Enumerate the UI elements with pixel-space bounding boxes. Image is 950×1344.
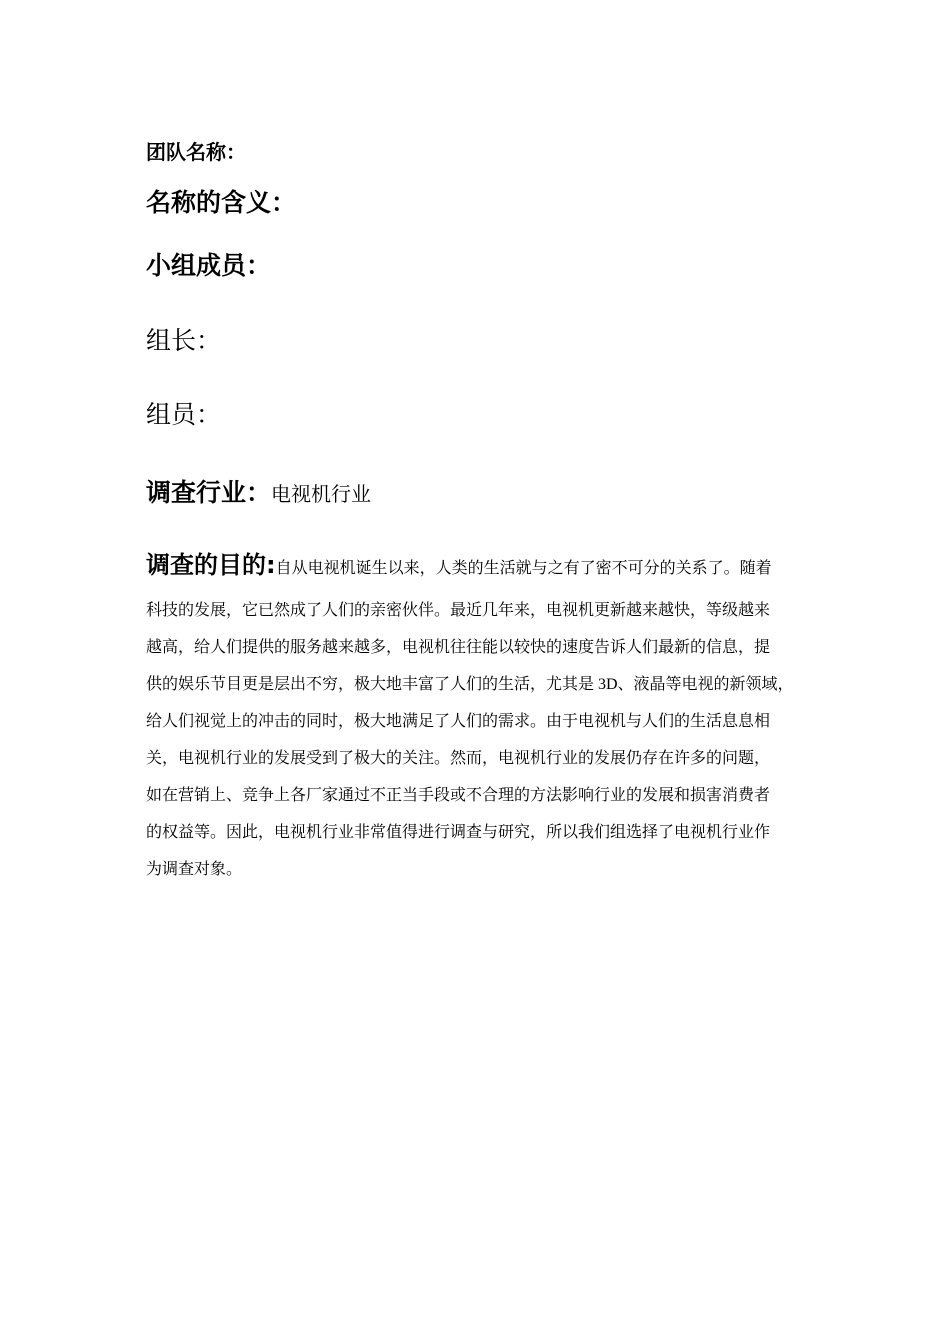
purpose-label: 调查的目的: bbox=[146, 551, 276, 579]
purpose-text: 关，电视机行业的发展受到了极大的关注。然而，电视机行业的发展仍存在许多的问题， bbox=[146, 750, 771, 767]
purpose-text: 科技的发展，它已然成了人们的亲密伙伴。最近几年来，电视机更新越来越快，等级越来 bbox=[146, 602, 771, 619]
industry-value: 电视机行业 bbox=[271, 482, 372, 506]
purpose-text: 如在营销上、竞争上各厂家通过不正当手段或不合理的方法影响行业的发展和损害消费者 bbox=[146, 787, 771, 804]
members-label: 小组成员： bbox=[146, 251, 272, 280]
name-meaning-label: 名称的含义： bbox=[146, 188, 297, 217]
purpose-text: 为调查对象。 bbox=[146, 861, 243, 878]
purpose-text: 的权益等。因此，电视机行业非常值得进行调查与研究，所以我们组选择了电视机行业作 bbox=[146, 824, 771, 841]
purpose-text: 自从电视机诞生以来，人类的生活就与之有了密不可分的关系了。随着 bbox=[275, 560, 772, 577]
leader-label: 组长： bbox=[146, 326, 222, 355]
industry-label: 调查行业： bbox=[146, 478, 272, 507]
member-label: 组员： bbox=[146, 400, 222, 429]
purpose-line-1 bbox=[146, 548, 772, 586]
team-name-label: 团队名称： bbox=[146, 140, 246, 164]
purpose-text: 供的娱乐节目更是层出不穷，极大地丰富了人们的生活，尤其是 3D、液晶等电视的新领域， bbox=[146, 676, 794, 693]
purpose-text: 越高，给人们提供的服务越来越多，电视机往往能以较快的速度告诉人们最新的信息，提 bbox=[146, 639, 771, 656]
purpose-text: 给人们视觉上的冲击的同时，极大地满足了人们的需求。由于电视机与人们的生活息息相 bbox=[146, 713, 771, 730]
industry-line bbox=[146, 476, 371, 514]
